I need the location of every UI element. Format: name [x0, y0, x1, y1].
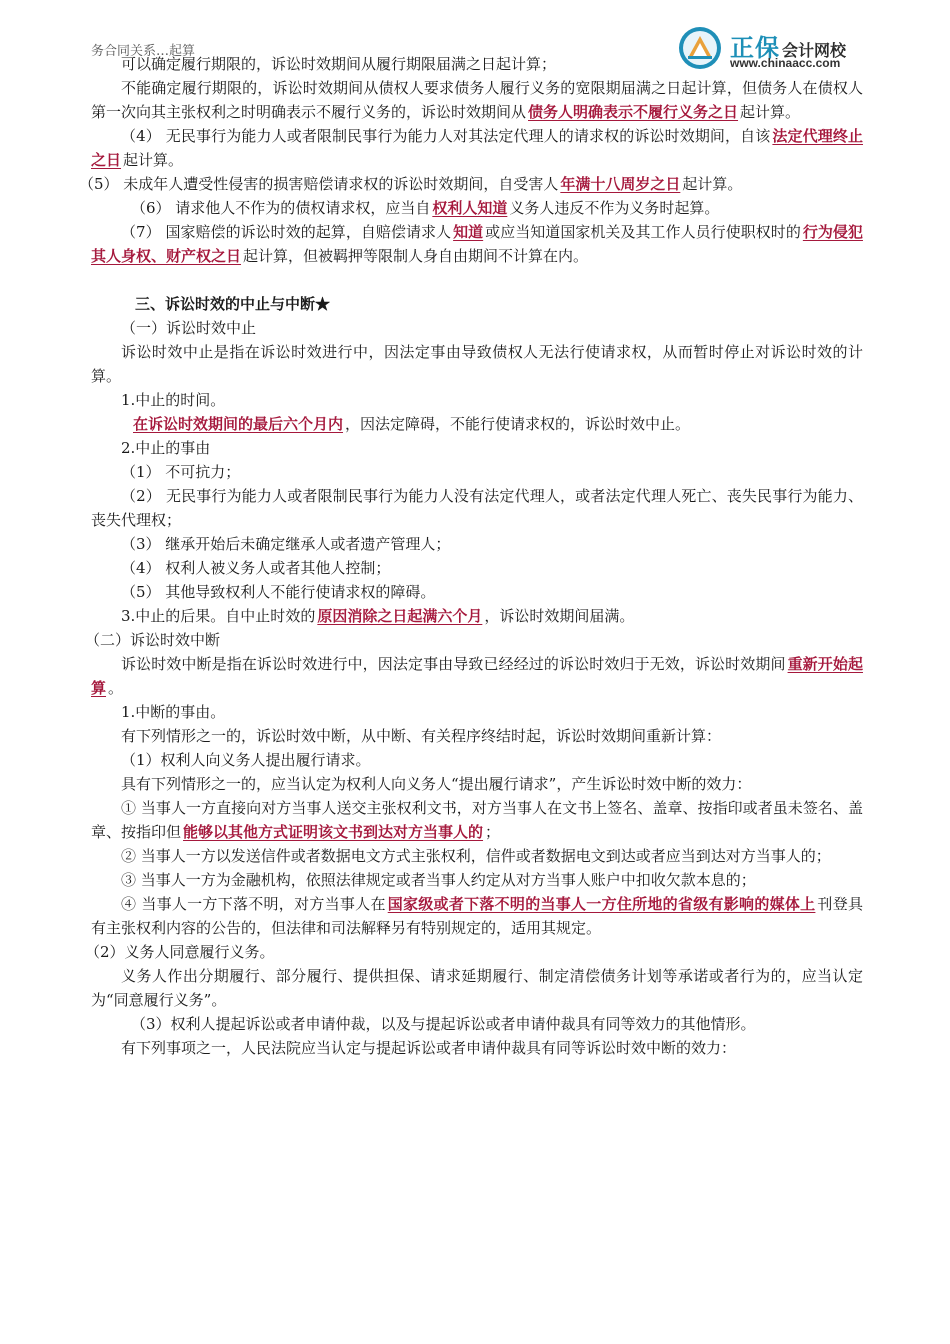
highlight: 债务人明确表示不履行义务之日 — [528, 103, 739, 121]
text: ； — [485, 823, 501, 841]
paragraph — [91, 412, 863, 436]
subheading: （一）诉讼时效中止 — [121, 319, 257, 337]
text: ④ 当事人一方下落不明，对方当事人在 — [121, 895, 386, 913]
paragraph — [91, 124, 863, 172]
text: （4） 无民事行为能力人或者限制民事行为能力人对其法定代理人的请求权的诉讼时效期间，自该 — [121, 127, 771, 145]
highlight: 年满十八周岁之日 — [560, 175, 681, 193]
text: ，因法定障碍，不能行使请求权的，诉讼时效中止。 — [345, 415, 691, 433]
item-heading: （2）义务人同意履行义务。 — [85, 943, 275, 961]
list-item: （1） 不可抗力； — [121, 463, 241, 481]
text: （7） 国家赔偿的诉讼时效的起算，自赔偿请求人 — [121, 223, 452, 241]
section-heading: 三、诉讼时效的中止与中断★ — [135, 295, 331, 313]
highlight: 重新开始起算 — [91, 655, 863, 697]
highlight: 权利人知道 — [432, 199, 508, 217]
item-heading: 1.中止的时间。 — [121, 391, 226, 409]
paragraph: ② 当事人一方以发送信件或者数据电文方式主张权利，信件或者数据电文到达或者应当到达对方当事人的； — [121, 847, 831, 865]
logo-brand-main: 正保 — [730, 35, 780, 62]
paragraph: 义务人作出分期履行、部分履行、提供担保、请求延期履行、制定清偿债务计划等承诺或者行为的，应当认定为“同意履行义务”。 — [91, 967, 863, 1009]
list-item: （4） 权利人被义务人或者其他人控制； — [121, 559, 391, 577]
paragraph: 有下列事项之一，人民法院应当认定与提起诉讼或者申请仲裁具有同等诉讼时效中断的效力： — [121, 1039, 737, 1057]
list-item: （5） 其他导致权利人不能行使请求权的障碍。 — [121, 583, 436, 601]
paragraph — [91, 220, 863, 268]
text: ，诉讼时效期间届满。 — [484, 607, 635, 625]
list-item: （3） 继承开始后未确定继承人或者遗产管理人； — [121, 535, 451, 553]
text: 不能确定履行期限的，诉讼时效期间从债权人要求债务人履行义务的宽限期届满之日起计算，但债务人在债权人第一次向其主张权利之时明确表示不履行义务的，诉讼时效期间从 — [91, 79, 863, 121]
highlight: 国家级或者下落不明的当事人一方住所地的省级有影响的媒体上 — [387, 895, 816, 913]
paragraph: ③ 当事人一方为金融机构，依照法律规定或者当事人约定从对方当事人账户中扣收欠款本息的； — [121, 871, 756, 889]
cut-off-line: 务合同关系…起算 — [91, 44, 196, 59]
highlight: 法定代理终止之日 — [91, 127, 863, 169]
paragraph — [91, 196, 863, 220]
highlight: 能够以其他方式证明该文书到达对方当事人的 — [183, 823, 484, 841]
paragraph — [91, 604, 863, 628]
highlight: 知道 — [453, 223, 484, 241]
text: （5） 未成年人遭受性侵害的损害赔偿请求权的诉讼时效期间，自受害人 — [79, 175, 559, 193]
text: 起计算。 — [123, 151, 184, 169]
text: 诉讼时效中断是指在诉讼时效进行中，因法定事由导致已经经过的诉讼时效归于无效，诉讼时效期间 — [121, 655, 786, 673]
item-heading: 2.中止的事由 — [121, 439, 211, 457]
logo-brand-sub: 会计网校 — [782, 43, 847, 60]
text: 或应当知道国家机关及其工作人员行使职权时的 — [485, 223, 801, 241]
text: 起计算。 — [682, 175, 743, 193]
paragraph — [91, 652, 863, 700]
paragraph: 诉讼时效中止是指在诉讼时效进行中，因法定事由导致债权人无法行使请求权，从而暂时停止对诉讼时效的计算。 — [91, 343, 863, 385]
paragraph: 可以确定履行期限的，诉讼时效期间从履行期限届满之日起计算； — [121, 55, 557, 73]
text: ① 当事人一方直接向对方当事人送交主张权利文书，对方当事人在文书上签名、盖章、按指印或者虽未签名、盖章、按指印但 — [91, 799, 863, 841]
item-heading: （1）权利人向义务人提出履行请求。 — [121, 751, 371, 769]
highlight: 在诉讼时效期间的最后六个月内 — [133, 415, 344, 433]
paragraph — [91, 796, 863, 844]
paragraph — [79, 172, 863, 196]
text: 义务人违反不作为义务时起算。 — [509, 199, 720, 217]
document-body — [79, 44, 863, 1060]
logo-url: www.chinaacc.com — [730, 56, 841, 70]
paragraph: 有下列情形之一的，诉讼时效中断，从中断、有关程序终结时起，诉讼时效期间重新计算： — [121, 727, 722, 745]
paragraph: 具有下列情形之一的，应当认定为权利人向义务人“提出履行请求”，产生诉讼时效中断的效力： — [121, 775, 752, 793]
text: 。 — [108, 679, 124, 697]
item-heading: （3）权利人提起诉讼或者申请仲裁，以及与提起诉讼或者申请仲裁具有同等效力的其他情形。 — [131, 1015, 756, 1033]
list-item: （2） 无民事行为能力人或者限制民事行为能力人没有法定代理人，或者法定代理人死亡、丧失民事行为能力、丧失代理权； — [91, 487, 863, 529]
text: 起计算。 — [740, 103, 801, 121]
highlight: 行为侵犯其人身权、财产权之日 — [91, 223, 863, 265]
text: 起计算，但被羁押等限制人身自由期间不计算在内。 — [243, 247, 589, 265]
paragraph — [91, 76, 863, 124]
text: 刊登具有主张权利内容的公告的，但法律和司法解释另有特别规定的，适用其规定。 — [91, 895, 863, 937]
text: 3.中止的后果。自中止时效的 — [121, 607, 316, 625]
text: （6） 请求他人不作为的债权请求权，应当自 — [131, 199, 431, 217]
subheading: （二）诉讼时效中断 — [85, 631, 221, 649]
paragraph — [91, 892, 863, 940]
item-heading: 1.中断的事由。 — [121, 703, 226, 721]
highlight: 原因消除之日起满六个月 — [317, 607, 483, 625]
